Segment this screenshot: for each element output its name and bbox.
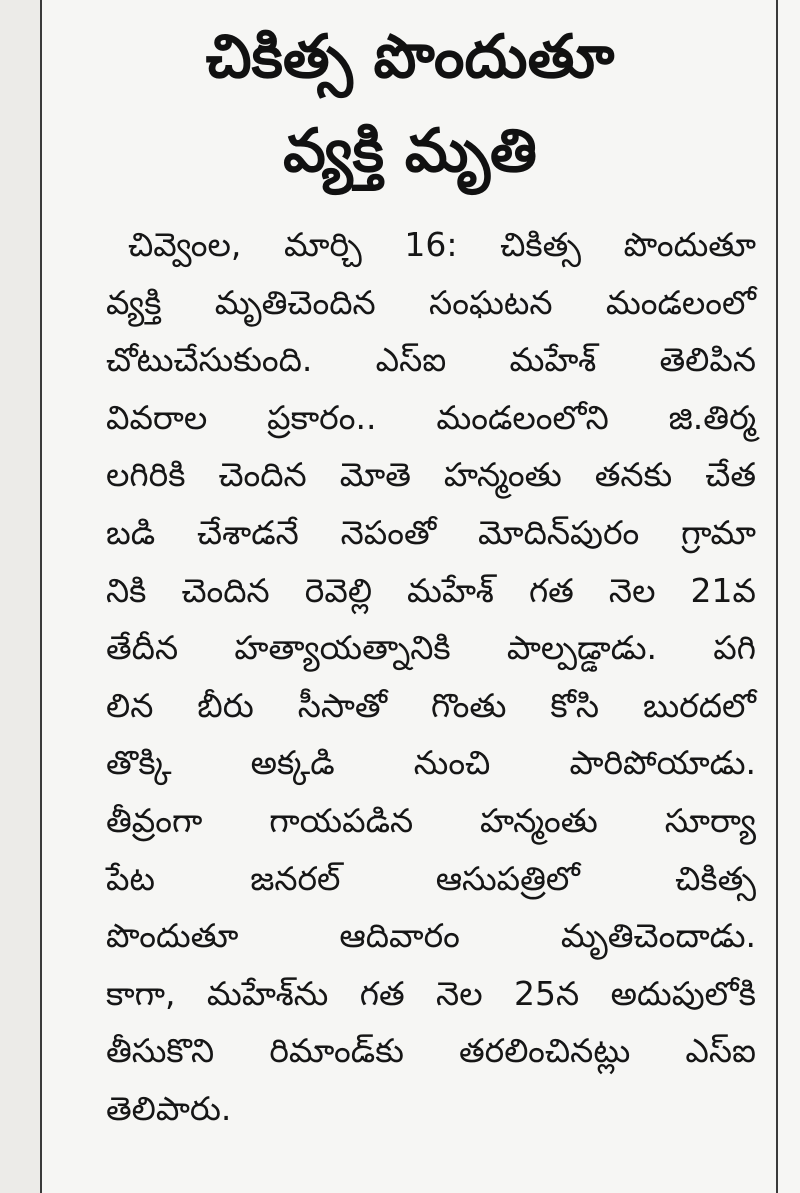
body-line: లగిరికి చెందిన మోతె హన్మంతు తనకు చేత bbox=[106, 455, 756, 495]
body-line: తేదీన హత్యాయత్నానికి పాల్పడ్డాడు. పగి bbox=[106, 628, 756, 668]
body-line: చివ్వెంల, మార్చి 16: చికిత్స పొందుతూ bbox=[128, 225, 756, 264]
headline bbox=[56, 0, 764, 198]
headline-line-2: వ్యక్తి మృతి bbox=[283, 116, 537, 186]
news-article bbox=[56, 0, 764, 1193]
body-line: తొక్కి అక్కడి నుంచి పారిపోయాడు. bbox=[106, 743, 756, 783]
body-line: వ్యక్తి మృతిచెందిన సంఘటన మండలంలో bbox=[106, 282, 756, 322]
body-line: తీసుకొని రిమాండ్‌కు తరలించినట్లు ఎస్‌ఐ bbox=[106, 1031, 756, 1071]
body-line: వివరాల ప్రకారం.. మండలంలోని జి.తిర్మ bbox=[106, 397, 756, 437]
body-line: తెలిపారు. bbox=[106, 1088, 232, 1128]
adjacent-column-edge bbox=[0, 0, 40, 1193]
article-body bbox=[56, 216, 764, 1138]
body-line: బడి చేశాడనే నెపంతో మోదిన్‌పురం గ్రామా bbox=[106, 512, 756, 552]
body-line: కాగా, మహేశ్‌ను గత నెల 25న అదుపులోకి bbox=[106, 973, 756, 1013]
headline-line-1: చికిత్స పొందుతూ bbox=[205, 22, 615, 92]
column-rule-left bbox=[40, 0, 42, 1193]
body-line: పేట జనరల్ ఆసుపత్రిలో చికిత్స bbox=[106, 858, 756, 898]
column-rule-right bbox=[776, 0, 778, 1193]
body-line: నికి చెందిన రెవెల్లి మహేశ్ గత నెల 21వ bbox=[106, 570, 756, 610]
body-line: లిన బీరు సీసాతో గొంతు కోసి బురదలో bbox=[106, 685, 756, 725]
body-line: తీవ్రంగా గాయపడిన హన్మంతు సూర్యా bbox=[106, 800, 756, 840]
body-line: పొందుతూ ఆదివారం మృతిచెందాడు. bbox=[106, 916, 756, 956]
body-line: చోటుచేసుకుంది. ఎస్‌ఐ మహేశ్ తెలిపిన bbox=[106, 340, 756, 380]
